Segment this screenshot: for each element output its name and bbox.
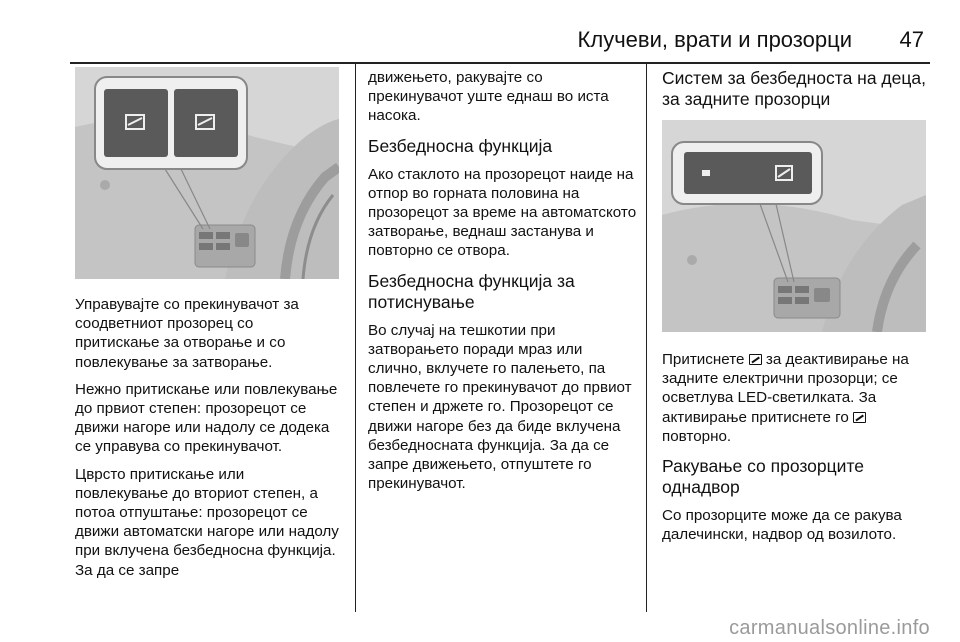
paragraph: Со прозорците може да се ракува далечински, надвор од возилото. xyxy=(662,507,902,544)
watermark: carmanualsonline.info xyxy=(729,617,930,639)
child-lock-button-illustration-icon xyxy=(662,120,926,332)
section-heading: Безбедносна функција xyxy=(368,135,553,156)
window-switch-panel-illustration-icon xyxy=(75,67,339,279)
section-heading: Систем за безбедноста на деца, за задните прозорци xyxy=(662,68,926,109)
child-lock-icon xyxy=(749,354,762,365)
page-header xyxy=(0,0,960,62)
paragraph: движењето, ракувајте со прекинувачот уште еднаш во иста насока. xyxy=(368,69,609,125)
paragraph: Во случај на тешкотии при затворањето поради мраз или слично, вклучете го палењето, па повлечете го прекинувачот до првиот степен и држете го. Прозорецот се движи нагоре без да биде вклучена безбедносната функција. За да се запре движењето, отпуштете го прекинувачот. xyxy=(368,321,632,493)
section-heading: Безбедносна функција за потиснување xyxy=(368,270,575,312)
column-1 xyxy=(75,64,340,588)
chapter-title: Клучеви, врати и прозорци xyxy=(577,27,852,52)
paragraph: Нежно притискање или повлекување до првиот степен: прозорецот се движи нагоре или надолу се додека се управува со прекинувачот. xyxy=(75,380,338,456)
column-2 xyxy=(368,64,640,501)
column-divider-2 xyxy=(646,64,647,612)
section-heading: Ракување со прозорците однадвор xyxy=(662,456,865,498)
paragraph: Притиснете за деактивирање на задните електрични прозорци; се осветлува LED-светилката. За активирање притиснете го повторно. xyxy=(662,351,909,445)
column-3 xyxy=(662,64,932,552)
child-lock-icon xyxy=(853,412,866,423)
paragraph: Ако стаклото на прозорецот наиде на отпор во горната половина на прозорецот за време на автоматското затворање, веднаш застанува и повторно се отвора. xyxy=(368,165,637,260)
page-number: 47 xyxy=(899,27,924,52)
column-divider-1 xyxy=(355,64,356,612)
paragraph: Цврсто притискање или повлекување до вториот степен, а потоа отпуштање: прозорецот се движи автоматски нагоре или надолу при вклучена безбедносна функција. За да се запре xyxy=(75,465,339,579)
paragraph: Управувајте со прекинувачот за соодветниот прозорец со притискање за отворање и со повлекување за затворање. xyxy=(75,296,299,371)
